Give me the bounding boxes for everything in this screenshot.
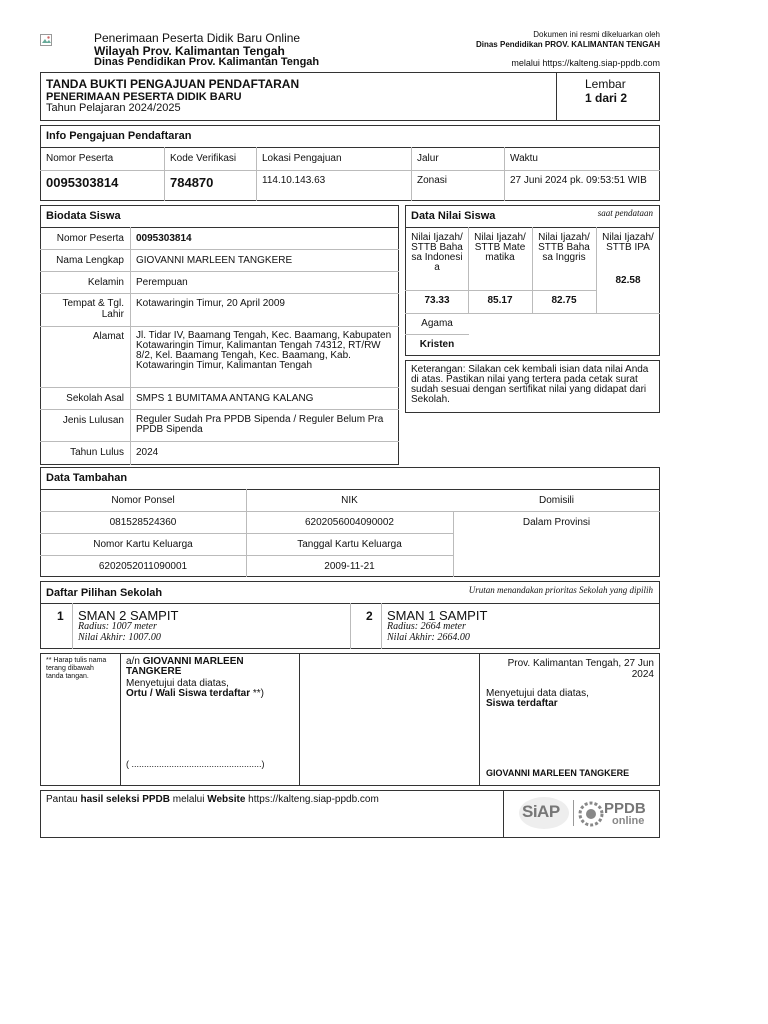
biodata-value: Jl. Tidar IV, Baamang Tengah, Kec. Baamang, Kabupaten Kotawaringin Timur, Kalimantan Tengah 74312, RT/RW 8/2, Kel. Baamang Tengah, Kec. Baamang, Kab. Kotawaringin Timur, Kalimantan Tengah [136, 330, 392, 371]
tambahan-ponsel: 081528524360 [109, 517, 177, 528]
ttd-place-date: Prov. Kalimantan Tengah, 27 Jun 2024 [507, 658, 654, 680]
tambahan-section-title: Data Tambahan [46, 472, 128, 484]
ortu-an-name: GIOVANNI MARLEEN TANGKERE [126, 656, 244, 677]
biodata-label: Kelamin [87, 277, 124, 288]
page-title: TANDA BUKTI PENGAJUAN PENDAFTARAN [46, 77, 300, 91]
biodata-label: Sekolah Asal [66, 393, 124, 404]
nilai-header: Nilai Ijazah/STTB IPA [602, 232, 654, 253]
footer-text [46, 794, 379, 805]
header-right3: melalui https://kalteng.siap-ppdb.com [511, 58, 660, 68]
info-kode-verifikasi: 784870 [170, 175, 214, 190]
biodata-label: Tahun Lulus [70, 447, 124, 458]
biodata-value: GIOVANNI MARLEEN TANGKERE [136, 255, 293, 266]
pilihan-school: SMAN 2 SAMPIT [78, 608, 179, 623]
header-line3: Dinas Pendidikan Prov. Kalimantan Tengah [94, 56, 320, 68]
biodata-section-title: Biodata Siswa [46, 210, 121, 222]
tambahan-header-kk: Nomor Kartu Keluarga [93, 539, 193, 550]
siswa-menyetujui: Menyetujui data diatas, [486, 688, 589, 699]
pilihan-no: 2 [366, 609, 373, 623]
info-header-waktu: Waktu [510, 153, 538, 164]
nilai-note: saat pendataan [597, 208, 653, 218]
tambahan-nik: 6202056004090002 [305, 517, 394, 528]
info-jalur: Zonasi [417, 175, 448, 186]
tambahan-kk: 6202052011090001 [98, 561, 188, 572]
tambahan-tglkk: 2009-11-21 [324, 561, 375, 572]
pilihan-no: 1 [57, 609, 64, 623]
ortu-label-suffix: **) [250, 688, 265, 699]
header-line2: Wilayah Prov. Kalimantan Tengah [94, 44, 285, 58]
nilai-header: Nilai Ijazah/STTB Matematika [474, 232, 526, 263]
tambahan-header-tglkk: Tanggal Kartu Keluarga [297, 539, 402, 550]
biodata-value: Kotawaringin Timur, 20 April 2009 [136, 298, 285, 309]
nilai-value: 73.33 [424, 295, 450, 306]
header-line1: Penerimaan Peserta Didik Baru Online [94, 31, 301, 45]
ppdb-online-logo [578, 797, 650, 831]
pilihan-radius: Radius: 1007 meter [78, 621, 157, 632]
biodata-value: SMPS 1 BUMITAMA ANTANG KALANG [136, 393, 314, 404]
biodata-label: Tempat & Tgl. Lahir [62, 298, 124, 320]
biodata-label: Nomor Peserta [56, 233, 124, 244]
footer-pantau: Pantau [46, 794, 81, 805]
pilihan-note: Urutan menandakan prioritas Sekolah yang dipilih [468, 585, 653, 595]
ortu-label-text: Ortu / Wali Siswa terdaftar [126, 688, 251, 699]
page-subtitle: PENERIMAAN PESERTA DIDIK BARU [46, 91, 242, 103]
ppdb-gear-icon [578, 799, 604, 829]
siswa-signer-name: GIOVANNI MARLEEN TANGKERE [486, 768, 630, 778]
info-header-nomor: Nomor Peserta [46, 153, 114, 164]
pilihan-nilai: Nilai Akhir: 1007.00 [78, 632, 161, 643]
lembar-value: 1 dari 2 [585, 91, 628, 105]
nilai-section-title: Data Nilai Siswa [411, 210, 496, 222]
info-section-title: Info Pengajuan Pendaftaran [46, 130, 192, 142]
pilihan-school: SMAN 1 SAMPIT [387, 608, 488, 623]
ppdb-logo-text: PPDB [604, 800, 646, 817]
nilai-header: Nilai Ijazah/STTB Bahasa Inggris [538, 232, 590, 263]
footer-melalui: melalui [169, 794, 208, 805]
biodata-label: Alamat [92, 331, 124, 342]
nilai-value: 85.17 [487, 295, 513, 306]
school-year: Tahun Pelajaran 2024/2025 [46, 102, 181, 114]
ortu-label [126, 688, 264, 699]
info-header-jalur: Jalur [417, 153, 439, 164]
keterangan-text: Keterangan: Silakan cek kembali isian data nilai Anda di atas. Pastikan nilai yang tertera pada cetak surat sudah sesuai dengan sertifikat nilai yang didapat dari Sekolah. [411, 364, 649, 405]
info-lokasi: 114.10.143.63 [262, 175, 326, 186]
ortu-signature-line: ( ....................................................) [126, 759, 265, 769]
nilai-value: 82.75 [551, 295, 577, 306]
biodata-value: 0095303814 [136, 233, 192, 244]
tambahan-header-domisili: Domisili [539, 495, 574, 506]
tambahan-header-ponsel: Nomor Ponsel [111, 495, 175, 506]
ortu-an [126, 657, 296, 677]
footer-website: Website [207, 794, 246, 805]
info-header-lokasi: Lokasi Pengajuan [262, 153, 342, 164]
biodata-value: 2024 [136, 447, 159, 458]
info-nomor-peserta: 0095303814 [46, 175, 119, 190]
online-logo-text: online [612, 815, 645, 827]
ortu-an-prefix: a/n [126, 656, 143, 667]
siap-logo-text: SiAP [522, 802, 560, 821]
biodata-label: Nama Lengkap [56, 255, 124, 266]
biodata-value: Perempuan [136, 277, 188, 288]
info-waktu: 27 Juni 2024 pk. 09:53:51 WIB [510, 175, 647, 186]
agama-value: Kristen [419, 339, 455, 350]
broken-image-icon [40, 34, 54, 48]
siap-logo [518, 796, 570, 830]
tambahan-header-nik: NIK [341, 495, 358, 506]
pilihan-nilai: Nilai Akhir: 2664.00 [387, 632, 470, 643]
footer-hasil: hasil seleksi PPDB [80, 794, 170, 805]
lembar-label: Lembar [585, 77, 626, 91]
nilai-value: 82.58 [615, 275, 641, 286]
biodata-value: Reguler Sudah Pra PPDB Sipenda / Reguler Belum Pra PPDB Sipenda [136, 414, 384, 435]
nilai-header: Nilai Ijazah/STTB Bahasa Indonesia [411, 232, 463, 273]
header-right1: Dokumen ini resmi dikeluarkan oleh [533, 30, 660, 39]
harap-note: ** Harap tulis nama terang dibawah tanda tangan. [46, 657, 107, 680]
pilihan-radius: Radius: 2664 meter [387, 621, 466, 632]
pilihan-section-title: Daftar Pilihan Sekolah [46, 587, 163, 599]
ortu-menyetujui: Menyetujui data diatas, [126, 678, 229, 689]
info-header-kode: Kode Verifikasi [170, 153, 237, 164]
biodata-label: Jenis Lulusan [62, 415, 124, 426]
tambahan-domisili: Dalam Provinsi [522, 517, 591, 528]
siswa-label: Siswa terdaftar [486, 698, 558, 709]
header-right2: Dinas Pendidikan PROV. KALIMANTAN TENGAH [475, 40, 660, 49]
footer-url: https://kalteng.siap-ppdb.com [245, 794, 379, 805]
agama-label: Agama [421, 318, 453, 329]
